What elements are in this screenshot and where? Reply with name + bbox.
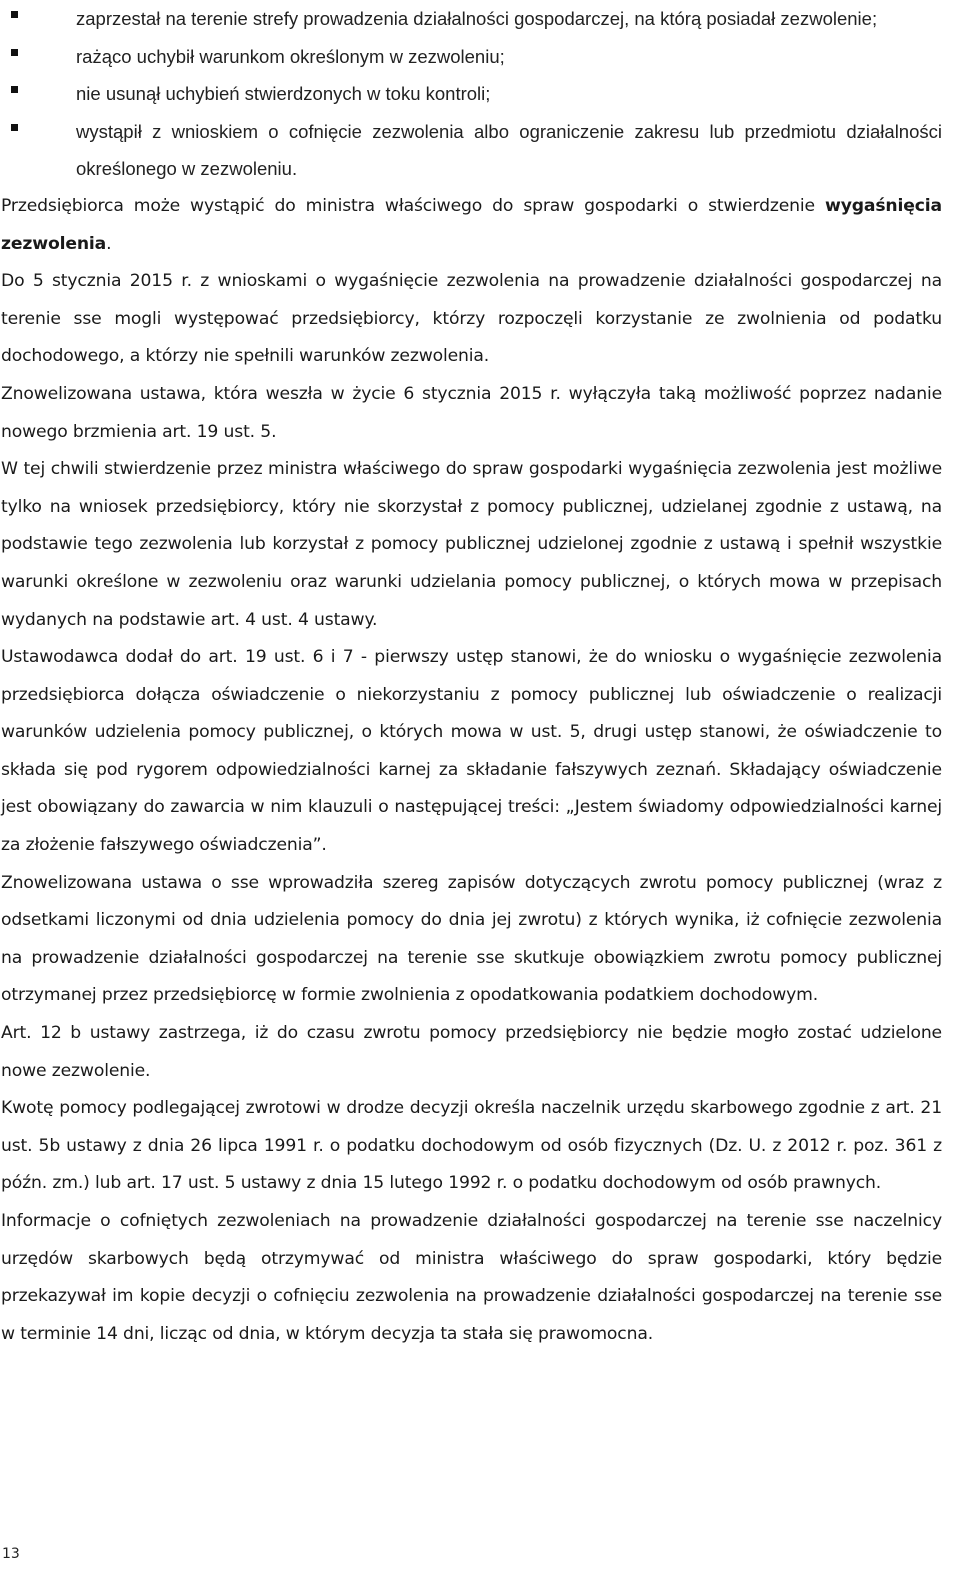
paragraph: Ustawodawca dodał do art. 19 ust. 6 i 7 - pierwszy ustęp stanowi, że do wniosku o wygaśnięcie zezwolenia przedsiębiorca dołącza oświadczenie o niekorzystaniu z pomocy publicznej lub oświadczenie o realizacji warunków udzielenia pomocy publicznej, o których mowa w ust. 5, drugi ustęp stanowi, że oświadczenie to składa się pod rygorem odpowiedzialności karnej za składanie fałszywych zeznań. Składający oświadczenie jest obowiązany do zawarcia w nim klauzuli o następującej treści: „Jestem świadomy odpowiedzialności karnej za złożenie fałszywego oświadczenia”. — [1, 647, 942, 856]
bullet-list — [1, 0, 942, 188]
bullet-item — [1, 38, 942, 76]
bullet-item — [1, 113, 942, 188]
bullet-text: rażąco uchybił warunkom określonym w zezwoleniu; — [76, 45, 505, 67]
paragraph: Znowelizowana ustawa o sse wprowadziła szereg zapisów dotyczących zwrotu pomocy publicznej (wraz z odsetkami liczonymi od dnia udzielenia pomocy do dnia jej zwrotu) z których wynika, iż cofnięcie zezwolenia na prowadzenie działalności gospodarczej na terenie sse skutkuje obowiązkiem zwrotu pomocy publicznej otrzymanej przez przedsiębiorcę w formie zwolnienia z opodatkowania podatkiem dochodowym. — [1, 872, 942, 1006]
square-bullet-icon — [11, 86, 18, 93]
page-number: 13 — [2, 1546, 20, 1562]
bullet-text: nie usunął uchybień stwierdzonych w toku kontroli; — [76, 83, 491, 105]
paragraph: Kwotę pomocy podlegającej zwrotowi w drodze decyzji określa naczelnik urzędu skarbowego zgodnie z art. 21 ust. 5b ustawy z dnia 26 lipca 1991 r. o podatku dochodowym od osób fizycznych (Dz. U. z 2012 r. poz. 361 z późn. zm.) lub art. 17 ust. 5 ustawy z dnia 15 lutego 1992 r. o podatku dochodowym od osób prawnych. — [1, 1098, 942, 1194]
intro-paragraph — [1, 188, 942, 263]
paragraph: Do 5 stycznia 2015 r. z wnioskami o wygaśnięcie zezwolenia na prowadzenie działalności gospodarczej na terenie sse mogli występować przedsiębiorcy, którzy rozpoczęli korzystanie ze zwolnienia od podatku dochodowego, a którzy nie spełnili warunków zezwolenia. — [1, 271, 942, 367]
square-bullet-icon — [11, 49, 18, 56]
paragraph: Art. 12 b ustawy zastrzega, iż do czasu zwrotu pomocy przedsiębiorcy nie będzie mogło zostać udzielone nowe zezwolenie. — [1, 1023, 942, 1081]
intro-text: Przedsiębiorca może wystąpić do ministra właściwego do spraw gospodarki o stwierdzenie — [1, 195, 825, 216]
square-bullet-icon — [11, 11, 18, 18]
paragraph: Znowelizowana ustawa, która weszła w życie 6 stycznia 2015 r. wyłączyła taką możliwość poprzez nadanie nowego brzmienia art. 19 ust. 5. — [1, 383, 942, 442]
paragraph: Informacje o cofniętych zezwoleniach na prowadzenie działalności gospodarczej na terenie sse naczelnicy urzędów skarbowych będą otrzymywać od ministra właściwego do spraw gospodarki, który będzie przekazywał im kopie decyzji o cofnięciu zezwolenia na prowadzenie działalności gospodarczej na terenie sse w terminie 14 dni, licząc od dnia, w którym decyzja ta stała się prawomocna. — [1, 1211, 942, 1344]
intro-end: . — [106, 233, 112, 254]
bullet-text: wystąpił z wnioskiem o cofnięcie zezwolenia albo ograniczenie zakresu lub przedmiotu działalności określonego w zezwoleniu. — [76, 120, 942, 180]
square-bullet-icon — [11, 124, 18, 131]
bullet-item — [1, 75, 942, 113]
paragraph: W tej chwili stwierdzenie przez ministra właściwego do spraw gospodarki wygaśnięcia zezwolenia jest możliwe tylko na wniosek przedsiębiorcy, który nie skorzystał z pomocy publicznej, udzielanej zgodnie z ustawą, na podstawie tego zezwolenia lub korzystał z pomocy publicznej udzielonej zgodnie z ustawą i spełnił wszystkie warunki określone w zezwoleniu oraz warunki udzielania pomocy publicznej, o których mowa w przepisach wydanych na podstawie art. 4 ust. 4 ustawy. — [1, 459, 942, 630]
intro-bold-text: wygaśnięcia zezwolenia — [1, 195, 942, 254]
bullet-text: zaprzestał na terenie strefy prowadzenia działalności gospodarczej, na którą posiadał zezwolenie; — [76, 8, 878, 29]
bullet-item — [1, 0, 942, 38]
document-body — [1, 0, 942, 1353]
